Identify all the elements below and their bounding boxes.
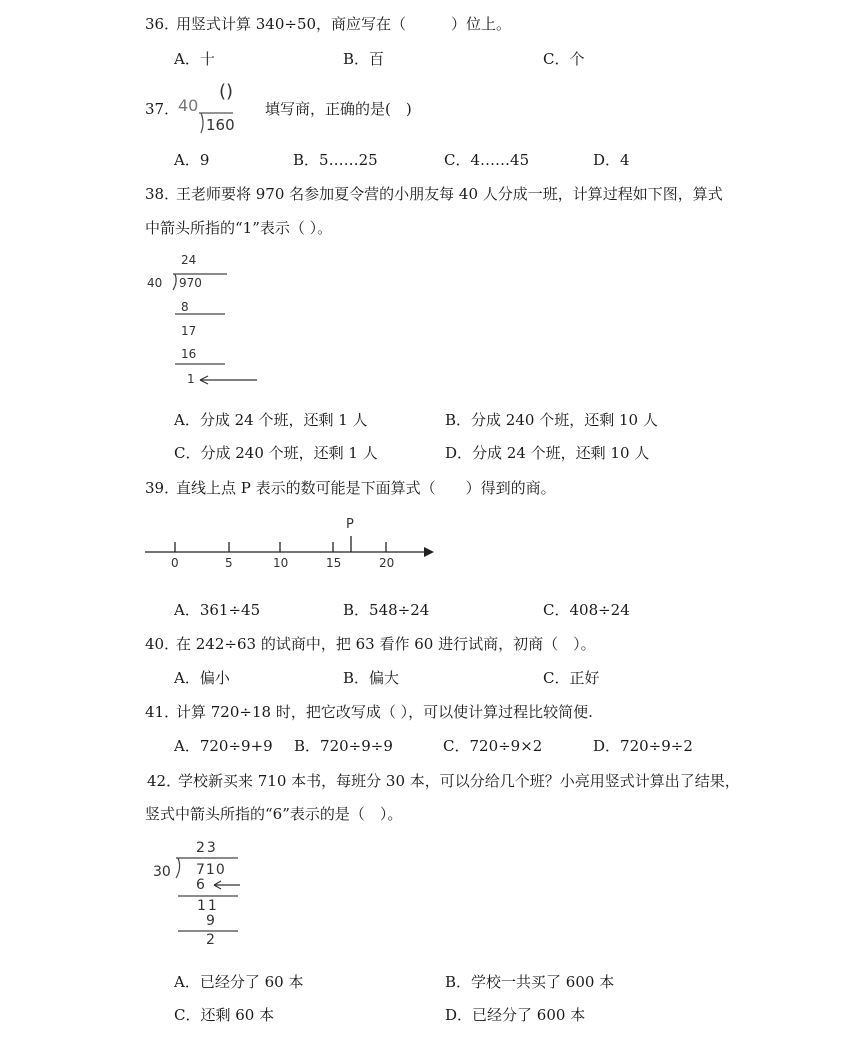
tick-label: 5 [225, 556, 233, 570]
option-b[interactable]: B．分成 240 个班，还剩 10 人 [445, 411, 658, 429]
option-b[interactable]: B．5……25 [293, 151, 378, 169]
step-row: 16 [181, 347, 197, 361]
step-row: 11 [197, 898, 219, 914]
option-a[interactable]: A．分成 24 个班，还剩 1 人 [174, 411, 368, 429]
dividend: 970 [179, 276, 202, 290]
divisor: 40 [178, 96, 199, 115]
question-text-line-2: 竖式中箭头所指的“6”表示的是（ ）。 [145, 805, 403, 823]
question-number: 42． [147, 772, 182, 790]
question-text-line-1: 学校新买来 710 本书，每班分 30 本，可以分给几个班？小亮用竖式计算出了结果， [178, 772, 740, 790]
option-a[interactable]: A．361÷45 [174, 601, 261, 619]
step-row: 6 [196, 877, 205, 893]
option-d[interactable]: D．720÷9÷2 [593, 737, 693, 755]
long-division-figure [145, 250, 265, 390]
option-a[interactable]: A．已经分了 60 本 [174, 973, 304, 991]
option-c[interactable]: C．还剩 60 本 [174, 1006, 275, 1024]
step-row: 17 [181, 324, 197, 338]
option-b[interactable]: B．548÷24 [343, 601, 430, 619]
option-d[interactable]: D．4 [593, 151, 630, 169]
tick-label: 10 [273, 556, 289, 570]
quotient: 24 [181, 253, 197, 267]
tick-label: 20 [379, 556, 395, 570]
option-b[interactable]: B．偏大 [343, 669, 400, 687]
dividend: 710 [196, 862, 226, 878]
question-text: 在 242÷63 的试商中，把 63 看作 60 进行试商，初商（ ）。 [176, 635, 596, 653]
option-c[interactable]: C．个 [543, 50, 585, 68]
option-b[interactable]: B．学校一共买了 600 本 [445, 973, 615, 991]
question-text-line-2: 中箭头所指的“1”表示（ ）。 [145, 219, 333, 237]
option-a[interactable]: A．十 [174, 50, 215, 68]
option-d[interactable]: D．分成 24 个班，还剩 10 人 [445, 444, 650, 462]
question-number: 41． [145, 703, 180, 721]
dividend: 160 [206, 116, 235, 134]
option-d[interactable]: D．已经分了 600 本 [445, 1006, 586, 1024]
option-a[interactable]: A．720÷9+9 [174, 737, 273, 755]
question-text: 用竖式计算 340÷50，商应写在（ ）位上。 [176, 15, 512, 33]
division-lines [145, 250, 265, 390]
divisor: 30 [153, 864, 171, 880]
step-row: 9 [206, 913, 215, 929]
option-c[interactable]: C．4……45 [444, 151, 530, 169]
number-line [140, 515, 440, 575]
question-number: 36． [145, 15, 180, 33]
option-b[interactable]: B．百 [343, 50, 385, 68]
number-line-figure [140, 515, 440, 575]
quotient: 23 [196, 840, 218, 856]
option-b[interactable]: B．720÷9÷9 [294, 737, 393, 755]
long-division-figure [150, 838, 250, 950]
question-text-line-1: 王老师要将 970 名参加夏令营的小朋友每 40 人分成一班，计算过程如下图，算式 [176, 185, 723, 203]
tick-label: 0 [171, 556, 179, 570]
question-text: 计算 720÷18 时，把它改写成（ ），可以使计算过程比较简便. [176, 703, 593, 721]
question-text: 直线上点 P 表示的数可能是下面算式（ ）得到的商。 [176, 479, 556, 497]
quotient-blank: () [219, 81, 234, 102]
question-number: 38． [145, 185, 180, 203]
point-p-label: P [346, 517, 354, 532]
question-text: 填写商，正确的是( ) [265, 100, 412, 118]
option-c[interactable]: C．正好 [543, 669, 600, 687]
question-number: 40． [145, 635, 180, 653]
remainder: 1 [187, 372, 195, 386]
divisor: 40 [147, 276, 163, 290]
step-row: 8 [181, 300, 189, 314]
question-number: 39． [145, 479, 180, 497]
question-number: 37． [145, 100, 180, 118]
option-a[interactable]: A．9 [174, 151, 210, 169]
tick-label: 15 [326, 556, 342, 570]
option-c[interactable]: C．720÷9×2 [443, 737, 543, 755]
option-c[interactable]: C．408÷24 [543, 601, 630, 619]
option-c[interactable]: C．分成 240 个班，还剩 1 人 [174, 444, 378, 462]
remainder: 2 [206, 932, 215, 948]
option-a[interactable]: A．偏小 [174, 669, 230, 687]
long-division-figure [175, 83, 265, 137]
